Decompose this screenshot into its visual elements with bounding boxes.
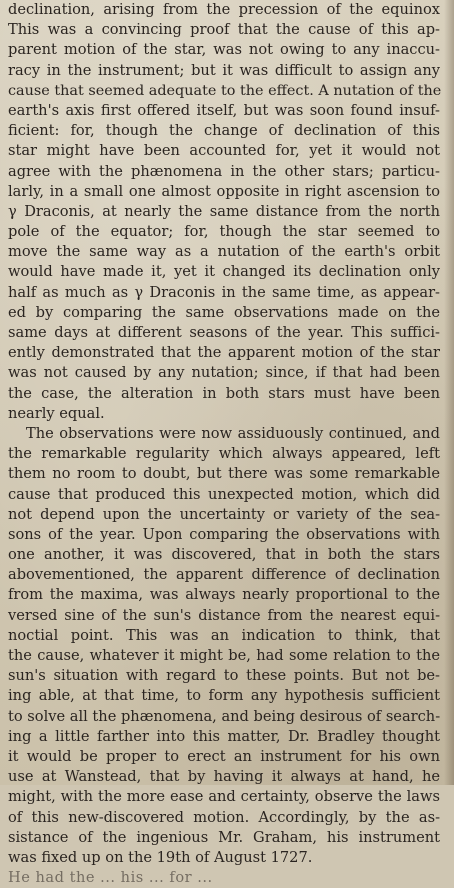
text-line: the case, the alteration in both stars must have been	[8, 384, 440, 402]
text-line: parent motion of the star, was not owing to any inaccu-	[8, 41, 440, 59]
text-line: from the maxima, was always nearly proportional to the	[8, 586, 440, 604]
text-line: versed sine of the sun's distance from the nearest equi-	[8, 606, 440, 624]
text-line: cause that seemed adequate to the effect. A nutation of the	[8, 82, 442, 99]
text-line: sistance of the ingenious Mr. Graham, his instrument	[8, 828, 440, 846]
text-line: one another, it was discovered, that in both the stars	[8, 546, 440, 564]
text-line: sun's situation with regard to these points. But not be-	[8, 667, 440, 685]
text-line: not depend upon the uncertainty or variety of the sea-	[8, 505, 440, 523]
text-line: noctial point. This was an indication to think, that	[8, 626, 440, 644]
text-line: larly, in a small one almost opposite in right ascension to	[8, 182, 440, 200]
text-line: of this new-discovered motion. Accordingly, by the as-	[8, 808, 440, 826]
text-line: move the same way as a nutation of the earth's orbit	[8, 243, 440, 261]
text-line: half as much as γ Draconis in the same time, as appear-	[8, 283, 440, 301]
text-line: γ Draconis, at nearly the same distance from the north	[8, 202, 440, 220]
text-line: racy in the instrument; but it was difficult to assign any	[8, 61, 440, 79]
text-line: pole of the equator; for, though the star seemed to	[8, 223, 440, 241]
text-line: them no room to doubt, but there was some remarkable	[8, 465, 440, 483]
text-line: same days at different seasons of the year. This suffici-	[8, 324, 440, 341]
cut-off-text-line: He had the ... his ... for ...	[8, 869, 213, 887]
text-line: nearly equal.	[8, 404, 105, 422]
text-line: to solve all the phænomena, and being desirous of search-	[8, 707, 441, 725]
text-line: it would be proper to erect an instrument for his own	[8, 747, 440, 765]
text-line: agree with the phænomena in the other stars; particu-	[8, 162, 440, 180]
text-line: star might have been accounted for, yet it would not	[8, 142, 440, 160]
text-line: ing able, at that time, to form any hypothesis sufficient	[8, 687, 440, 705]
page-edge-shadow	[444, 0, 454, 785]
paragraph-2	[8, 424, 440, 868]
text-line: ficient: for, though the change of declination of this	[8, 122, 440, 140]
paragraph-1	[8, 0, 440, 424]
text-line: cause that produced this unexpected motion, which did	[8, 485, 440, 503]
body-text	[8, 0, 442, 887]
text-line: would have made it, yet it changed its declination only	[8, 263, 440, 281]
text-line: was not caused by any nutation; since, if that had been	[8, 364, 440, 382]
text-line: The observations were now assiduously continued, and	[26, 424, 440, 442]
text-line: might, with the more ease and certainty, observe the laws	[8, 788, 440, 806]
text-line: use at Wanstead, that by having it always at hand, he	[8, 768, 440, 786]
text-line: earth's axis first offered itself, but was soon found insuf-	[8, 101, 440, 119]
text-line: was fixed up on the 19th of August 1727.	[8, 848, 313, 866]
text-line: sons of the year. Upon comparing the observations with	[8, 525, 440, 543]
text-line: This was a convincing proof that the cause of this ap-	[8, 21, 440, 39]
text-line: declination, arising from the precession of the equinox	[8, 1, 440, 18]
text-line: ently demonstrated that the apparent motion of the star	[8, 344, 440, 362]
text-line: abovementioned, the apparent difference of declination	[8, 566, 440, 584]
text-line: ing a little farther into this matter, Dr. Bradley thought	[8, 727, 440, 745]
text-line: the cause, whatever it might be, had some relation to the	[8, 647, 440, 664]
text-line: the remarkable regularity which always appeared, left	[8, 445, 440, 463]
text-line: ed by comparing the same observations made on the	[8, 303, 440, 321]
